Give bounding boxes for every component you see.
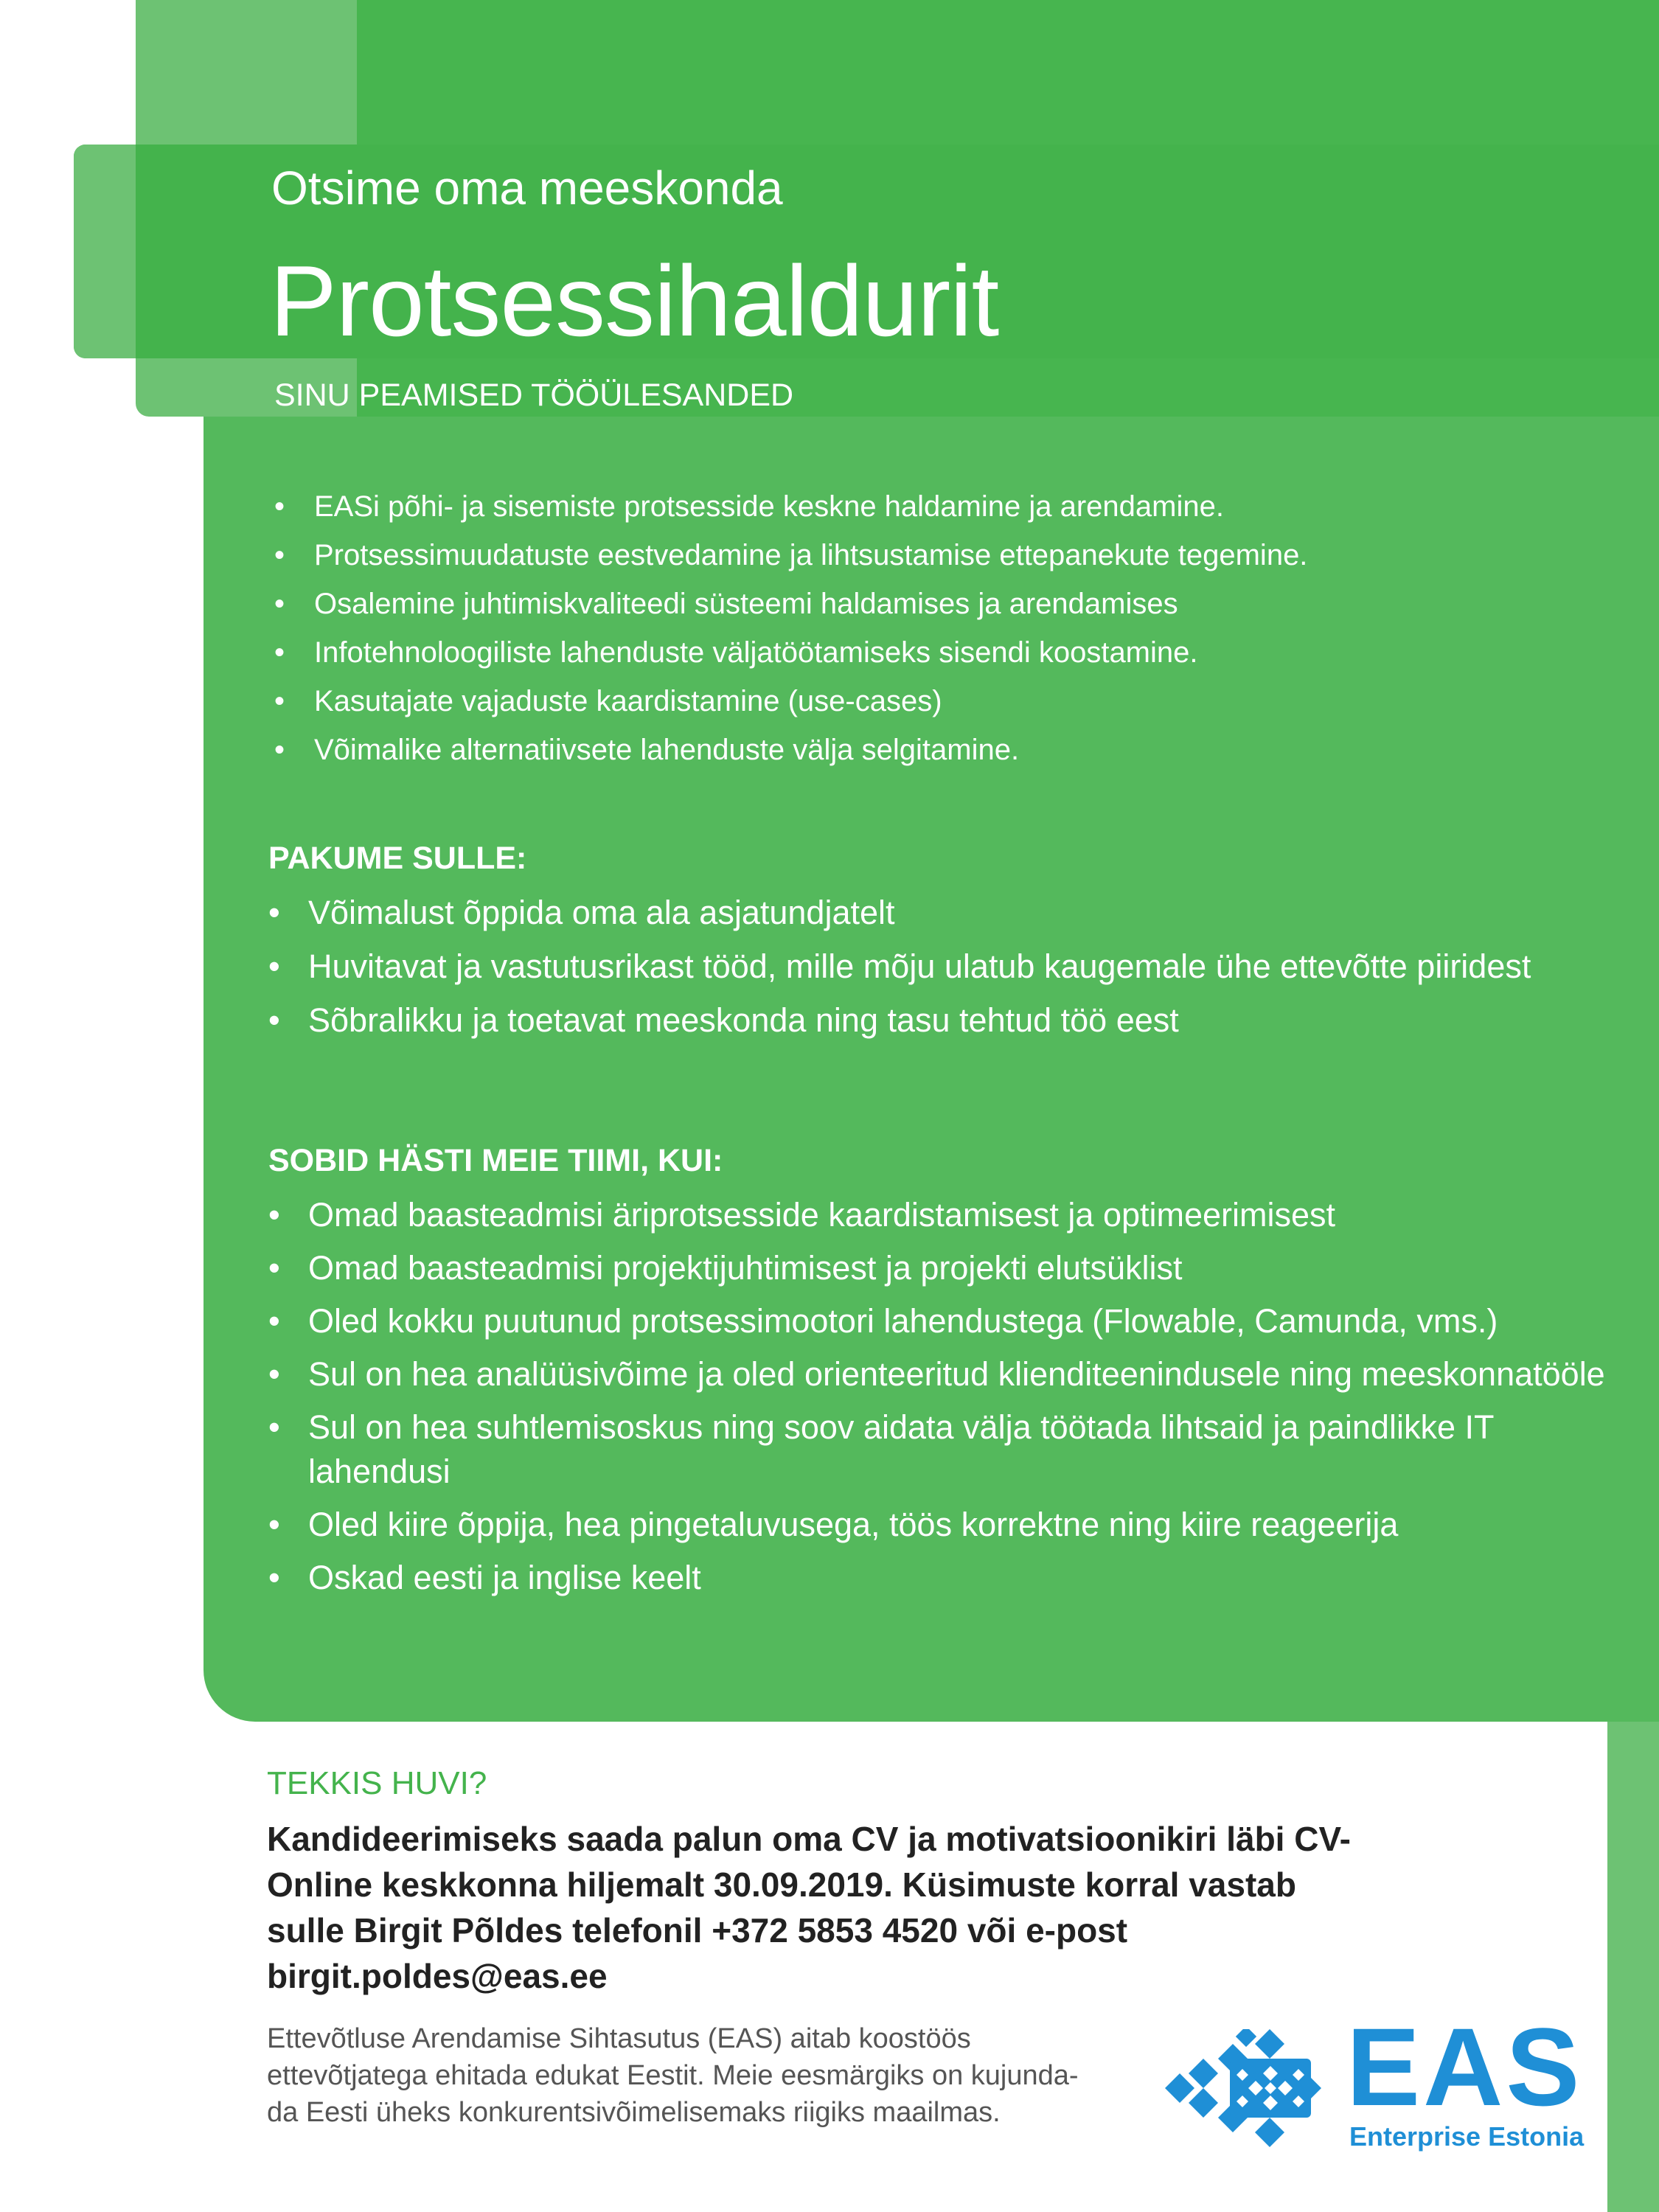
interest-heading: TEKKIS HUVI? (267, 1765, 487, 1801)
list-item: • Sul on hea analüüsivõime ja oled orienteeritud klienditeenindusele ning meeskonnatööle (268, 1352, 1610, 1397)
snowflake-icon (1159, 2029, 1329, 2147)
offer-heading: PAKUME SULLE: (268, 841, 527, 876)
duties-list (274, 482, 1454, 774)
footer-line: ettevõtjatega ehitada edukat Eestit. Meie eesmärgiks on kujunda- (267, 2060, 1079, 2091)
list-item: • Omad baasteadmisi projektijuhtimisest ja projekti elutsüklist (268, 1246, 1610, 1290)
list-item: • Sul on hea suhtlemisoskus ning soov aidata välja töötada lihtsaid ja paindlikke IT lahendusi (268, 1405, 1610, 1494)
fit-heading: SOBID HÄSTI MEIE TIIMI, KUI: (268, 1143, 723, 1178)
page-title: Protsessihaldurit (270, 245, 999, 357)
list-item: • Oled kokku puutunud protsessimootori lahendustega (Flowable, Camunda, vms.) (268, 1299, 1610, 1343)
list-item: • Oled kiire õppija, hea pingetaluvusega, töös korrektne ning kiire reageerija (268, 1503, 1610, 1547)
organization-description (267, 2020, 1174, 2131)
apply-line: sulle Birgit Põldes telefonil +372 5853 4520 või e-post (267, 1911, 1128, 1950)
list-item: • Huvitavat ja vastutusrikast tööd, mille mõju ulatub kaugemale ühe ettevõtte piiridest (268, 945, 1596, 989)
apply-line: Kandideerimiseks saada palun oma CV ja motivatsioonikiri läbi CV- (267, 1820, 1351, 1858)
apply-instructions (267, 1816, 1520, 1999)
list-item: • Oskad eesti ja inglise keelt (268, 1556, 1610, 1600)
list-item: • EASi põhi- ja sisemiste protsesside keskne haldamine ja arendamine. (274, 482, 1454, 531)
list-item: • Protsessimuudatuste eestvedamine ja lihtsustamise ettepanekute tegemine. (274, 531, 1454, 580)
list-item: • Kasutajate vajaduste kaardistamine (use-cases) (274, 677, 1454, 726)
footer-line: Ettevõtluse Arendamise Sihtasutus (EAS) aitab koostöös (267, 2023, 971, 2054)
hero-subtitle: Otsime oma meeskonda (271, 161, 783, 215)
list-item: • Sõbralikku ja toetavat meeskonda ning tasu tehtud töö eest (268, 998, 1596, 1043)
logo-wordmark: EAS (1346, 2005, 1583, 2129)
list-item: • Võimalust õppida oma ala asjatundjatelt (268, 891, 1596, 935)
footer-line: da Eesti üheks konkurentsivõimelisemaks riigiks maailmas. (267, 2097, 1001, 2128)
list-item: • Infotehnoloogiliste lahenduste väljatöötamiseks sisendi koostamine. (274, 628, 1454, 677)
logo-tagline: Enterprise Estonia (1349, 2121, 1585, 2152)
title-band-accent (74, 145, 136, 358)
offer-list (268, 891, 1596, 1052)
list-item: • Võimalike alternatiivsete lahenduste välja selgitamine. (274, 726, 1454, 774)
fit-list (268, 1193, 1610, 1609)
contact-email[interactable]: birgit.poldes@eas.ee (267, 1957, 608, 1995)
list-item: • Omad baasteadmisi äriprotsesside kaardistamisest ja optimeerimisest (268, 1193, 1610, 1237)
duties-heading: SINU PEAMISED TÖÖÜLESANDED (274, 378, 794, 413)
apply-line: Online keskkonna hiljemalt 30.09.2019. Küsimuste korral vastab (267, 1865, 1296, 1904)
list-item: • Osalemine juhtimiskvaliteedi süsteemi haldamises ja arendamises (274, 580, 1454, 628)
right-accent-strip (1607, 1722, 1659, 2212)
